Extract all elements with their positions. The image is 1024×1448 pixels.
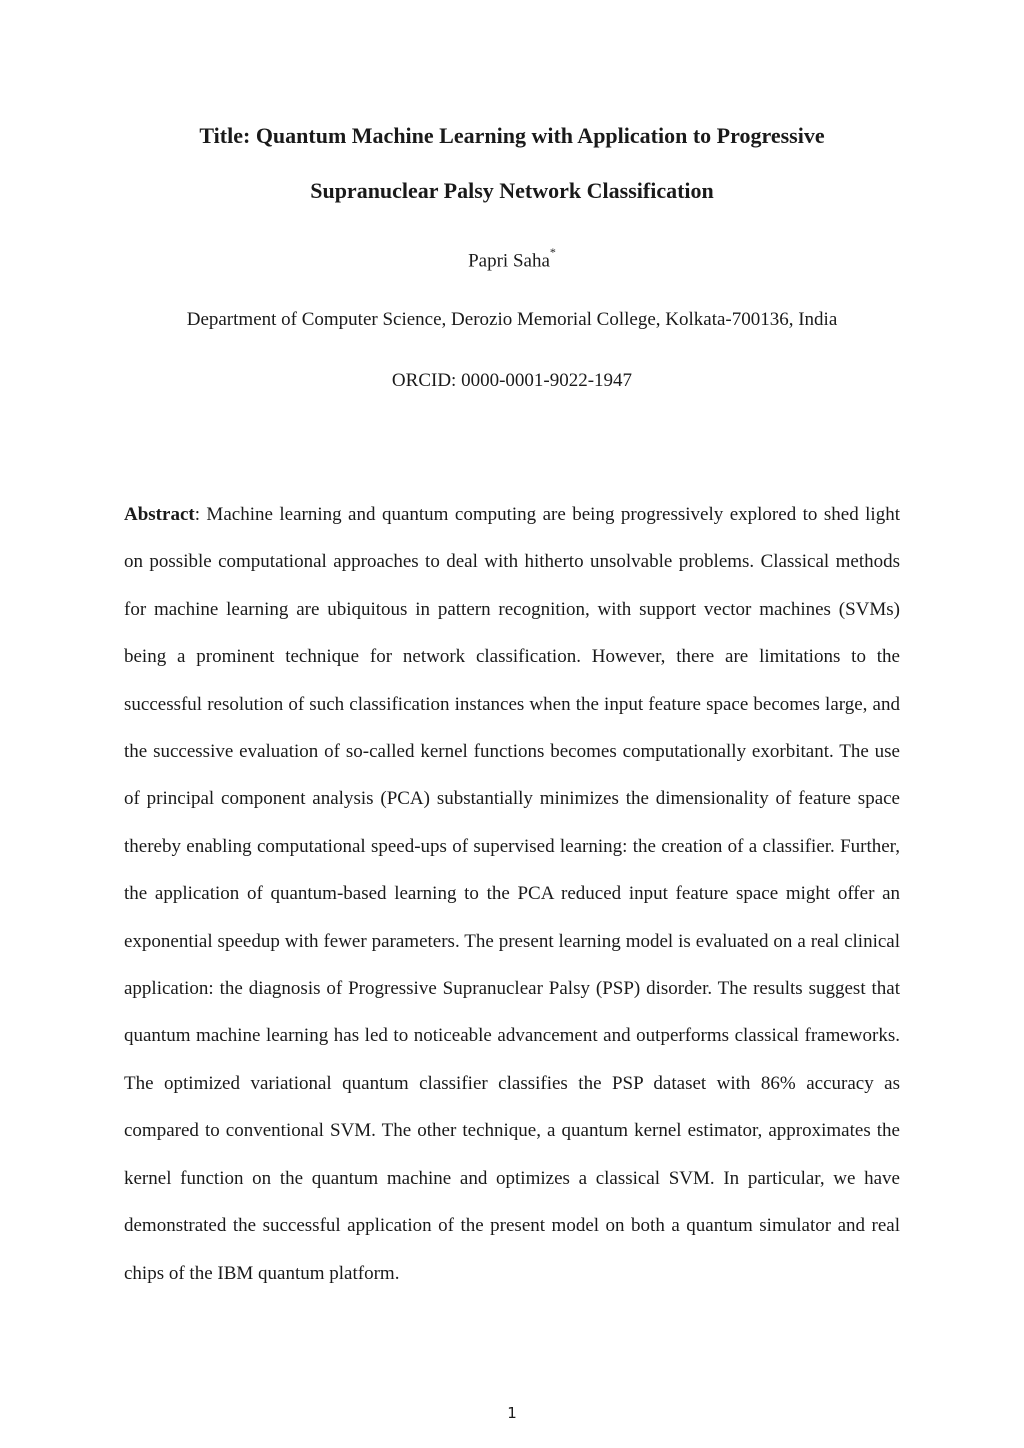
abstract xyxy=(124,491,900,1297)
paper-title-line-2: Supranuclear Palsy Network Classification xyxy=(310,178,714,203)
paper-title-line-1: Title: Quantum Machine Learning with Application to Progressive xyxy=(199,123,825,148)
author-name-text: Papri Saha xyxy=(468,250,550,272)
author-orcid: ORCID: 0000-0001-9022-1947 xyxy=(391,370,633,391)
abstract-text: : Machine learning and quantum computing are being progressively explored to shed light on possible computational approaches to deal with hitherto unsolvable problems. Classical methods for machine learning are ubiquitous in pattern recognition, with support vector machines (SVMs) being a prominent technique for network classification. However, there are limitations to the successful resolution of such classification instances when the input feature space becomes large, and the successive evaluation of so-called kernel functions becomes computationally exorbitant. The use of principal component analysis (PCA) substantially minimizes the dimensionality of feature space thereby enabling computational speed-ups of supervised learning: the creation of a classifier. Further, the application of quantum-based learning to the PCA reduced input feature space might offer an exponential speedup with fewer parameters. The present learning model is evaluated on a real clinical application: the diagnosis of Progressive Supranuclear Palsy (PSP) disorder. The results suggest that quantum machine learning has led to noticeable advancement and outperforms classical frameworks. The optimized variational quantum classifier classifies the PSP dataset with 86% accuracy as compared to conventional SVM. The other technique, a quantum kernel estimator, approximates the kernel function on the quantum machine and optimizes a classical SVM. In particular, we have demonstrated the successful application of the present model on both a quantum simulator and real chips of the IBM quantum platform. xyxy=(124,504,900,1284)
page-number: 1 xyxy=(507,1404,517,1422)
author-affiliation: Department of Computer Science, Derozio Memorial College, Kolkata-700136, India xyxy=(186,309,838,330)
author-footnote-mark: * xyxy=(549,245,556,259)
author-name xyxy=(0,245,1024,272)
abstract-label: Abstract xyxy=(124,504,195,525)
